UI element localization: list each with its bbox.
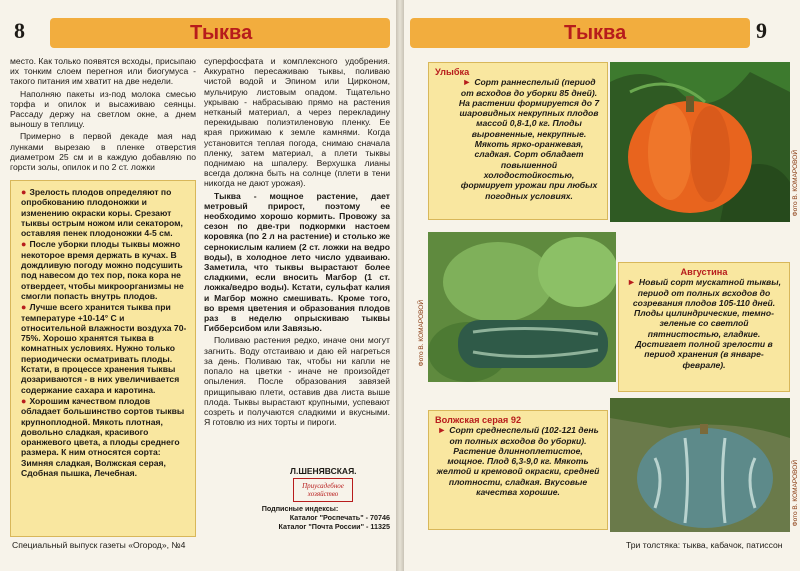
subscription-title: Подписные индексы: (261, 504, 339, 513)
paragraph: Поливаю растения редко, иначе они могут загнить. Воду отстаиваю и даю ей нагреться за день. Поливаю так, чтобы ни капли не попало на цветки - иначе не произойдет опыления. После образования завязей прищипываю плети, оставив два листа выше плода. Тыквы вырастают крупными, успевают созреть и получаются сладкими и вкусными. Я готовлю из них торты и пироги. (204, 335, 390, 428)
arrow-icon: ► (437, 425, 447, 436)
pumpkin-photo-avgustina (428, 232, 616, 382)
bullet-icon: ● (21, 239, 27, 250)
orange-pumpkin-image (610, 62, 790, 222)
bullet-icon: ● (21, 395, 27, 406)
variety-name: Волжская серая 92 (435, 415, 522, 425)
arrow-icon: ► (627, 277, 636, 288)
subscription-info (210, 504, 390, 531)
pumpkin-photo-ulybka (610, 62, 790, 222)
paragraph: Примерно в первой декаде мая над лунками вырезаю в пленке отверстия диаметром 25 см и в каждую добавляю по горсти золы, опилок и по 2 ст. ложки (10, 131, 196, 173)
photo-credit: Фото В. КОМАРОВОЙ (792, 460, 799, 527)
paragraph: место. Как только появятся всходы, присыпаю их тонким слоем перегноя или биогумуса - такого питания им хватит на две недели. (10, 56, 196, 87)
subscription-line: Каталог "Роспечать" - 70746 (289, 513, 390, 522)
arrow-icon: ► (462, 77, 472, 88)
variety-description: ► Сорт среднеспелый (102-121 день от полных всходов до уборки). Растение длинноплетистое, мощное. Плод 6,3-9,0 кг. Мякоть желтой и кремовой окраски, средней плотности, сладкая. Вкусовые качества хорошие. (436, 425, 600, 498)
tip-item: ● Хорошим качеством плодов обладает большинство сортов тыквы крупноплодной. Мякоть плотная, довольно сладкая, красивого оранжевого цвета, а плоды среднего размера. К ним относятся сорта: Зимняя сладкая, Волжская серая, Сдобная пышка, Лечебная. (21, 395, 185, 479)
paragraph: Тыква - мощное растение, дает метровый прирост, поэтому ее необходимо хорошо кормить. Провожу за сезон по две-три подкормки настоем коровяка (по 2 л на растение) и столько же сернокислым калием (2 ст. ложки на ведро воды), в холодное лето число удваиваю. Заметила, что тыквы вырастают более сладкими, если вносить Магбор (1 ст. ложка/ведро воды). Кстати, сульфат калия и Магбор можно смешивать. Кроме того, во время цветения и образования плодов раз в неделю опрыскиваю тыквы Гибберсибом или Завязью. (204, 190, 390, 334)
variety-box-avgustina (618, 262, 790, 392)
article-column-2 (204, 56, 390, 429)
bullet-icon: ● (21, 187, 27, 197)
author-signature: Л.ШЕНЯВСКАЯ. (290, 466, 357, 476)
pumpkin-photo-volzhskaya (610, 398, 790, 532)
tip-item: ● Зрелость плодов определяют по опробкованию плодоножки и изменению окраски коры. Срезают тыквы острым ножом или секатором, оставляя пенек плодоножки 4-5 см. (21, 187, 183, 239)
variety-box-ulybka (428, 62, 608, 220)
bullet-icon: ● (21, 302, 27, 313)
page-number: 8 (14, 18, 25, 43)
right-page (404, 0, 800, 571)
variety-description: ► Сорт раннеспелый (период от всходов до уборки 85 дней). На растении формируется до 7 шаровидных некрупных плодов массой 0,8-1,0 кг. Плоды выровненные, некрупные. Мякоть ярко-оранжевая, сладкая. Сорт обладает повышенной холодостойкостью, формирует урожаи при любых погодных условиях. (458, 77, 600, 201)
subscription-line: Каталог "Почта России" - 11325 (278, 522, 390, 531)
page-footer: Специальный выпуск газеты «Огород», №4 (12, 540, 186, 550)
article-column-1 (10, 56, 196, 174)
tip-item: ● Лучше всего хранится тыква при температуре +10-14° С и относительной влажности воздуха 70-75%. Хорошо хранятся тыква в комнатных условиях. Нужно только периодически осматривать плоды. Кстати, в процессе хранения тыквы дозариваются - в них увеличивается содержание сахара и каротина. (21, 302, 187, 395)
variety-box-volzhskaya (428, 410, 608, 530)
page-title: Тыква (190, 22, 253, 44)
page-number: 9 (756, 18, 767, 43)
photo-credit: Фото В. КОМАРОВОЙ (418, 300, 425, 367)
grey-pumpkin-image (610, 398, 790, 532)
page-title: Тыква (564, 22, 627, 44)
tip-item: ● После уборки плоды тыквы можно некоторое время держать в кучах. В дождливую погоду можно подсушить под навесом до тех пор, пока кора не отвердеет, чтобы микроорганизмы не смогли попасть внутрь плодов. (21, 239, 184, 301)
photo-credit: Фото В. КОМАРОВОЙ (792, 150, 799, 217)
variety-name: Улыбка (435, 67, 470, 77)
green-pumpkin-image (428, 232, 616, 382)
left-page (0, 0, 396, 571)
paragraph: суперфосфата и комплексного удобрения. Аккуратно пересаживаю тыквы, поливаю чистой водой и Эпином или Цирконом, мульчирую листовым опадом. Тщательно укрываю - набрасываю прямо на растения нетканый материал, а через перекладину перекидываю полиэтиленовую пленку. Ее края прижимаю к земле камнями. Когда установится теплая погода, снимаю сначала пленку, затем материал, а плети тыквы поднимаю на шпалеру. Верхушка лианы всегда должна быть на солнце (плети в тени никогда не дают урожая). (204, 56, 390, 189)
variety-name: Августина (680, 267, 728, 277)
page-footer: Три толстяка: тыква, кабачок, патиссон (626, 540, 783, 550)
page-gutter (396, 0, 404, 571)
paragraph: Наполняю пакеты из-под молока смесью торфа и опилок и высаживаю сеянцы. Рассаду держу на светлом окне, а днем выношу в теплицу. (10, 88, 196, 130)
variety-description: ► Новый сорт мускатной тыквы, период от полных всходов до созревания плодов 105-110 дней. Плоды цилиндрические, темно-зеленые со светлой пятнистостью, гладкие. Достигает полной зрелости в период хранения (в январе-феврале). (627, 277, 781, 370)
tips-box (10, 180, 196, 537)
rubric-logo: Приусадебное хозяйство (293, 478, 353, 502)
